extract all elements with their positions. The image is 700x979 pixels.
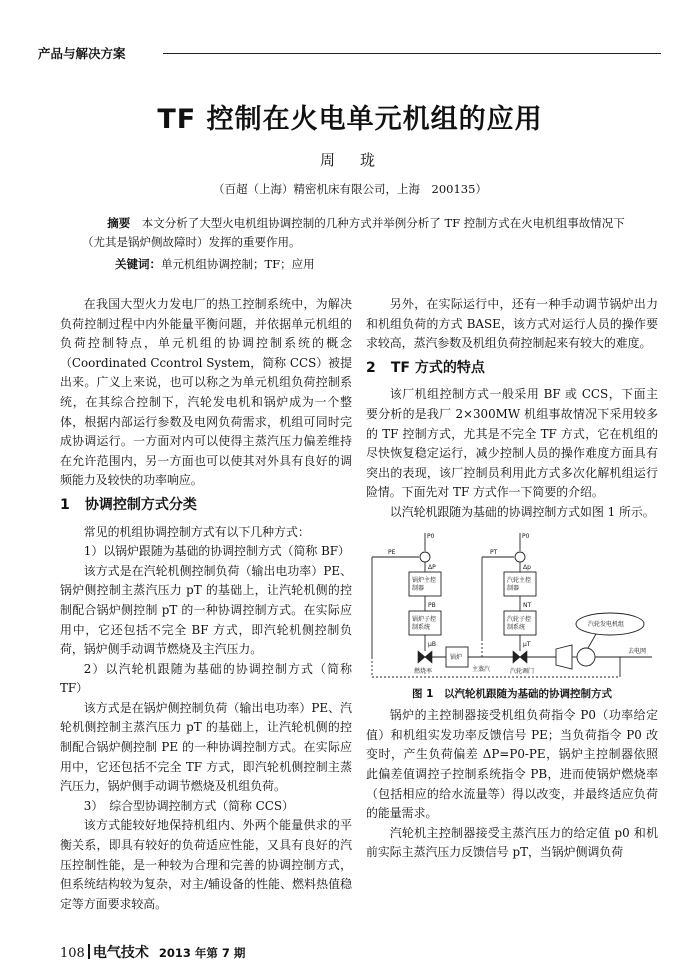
journal-name: 电气技术 (92, 945, 149, 961)
boiler-sub-box (409, 611, 441, 635)
box-turbine-sub-text: 汽轮子控制系统 (507, 615, 532, 631)
paragraph: 该方式是在锅炉侧控制负荷（输出电功率）PE、汽轮机侧控制主蒸汽压力 pT 的基础上，让汽轮机侧的控制配合锅炉侧控制 PE 的一种协调控制方式。在实际应用中，它还包括不完全 TF 方式，即汽轮机侧控制主蒸汽压力，锅炉侧手动调节燃烧及机组负荷。 (60, 700, 352, 794)
footer (60, 942, 245, 962)
turbine-valve (513, 651, 527, 663)
sum-junction-left (420, 552, 430, 562)
section-title: 协调控制方式分类 (84, 496, 197, 513)
box-boiler-sub-text: 锅炉子控制系统 (412, 615, 437, 631)
callout-pointer (588, 634, 596, 648)
boiler-master-box (409, 572, 441, 596)
label-fuel-valve: 燃烧率 (414, 667, 433, 675)
label-dp: ΔP (428, 563, 436, 571)
turbine-master-box (504, 572, 536, 596)
label-turbine-valve: 汽轮调门 (510, 667, 535, 675)
label-p0-right: P0 (522, 532, 530, 540)
affiliation: （百超（上海）精密机床有限公司，上海 200135） (213, 182, 487, 196)
paragraph: 另外，在实际运行中，还有一种手动调节锅炉出力和机组负荷的方式 BASE，该方式对运行人员的操作要求较高，蒸汽参数及机组负荷控制起来有较大的难度。 (366, 297, 658, 351)
issue: 2013 年第 7 期 (158, 946, 246, 960)
list-item: 2）以汽轮机跟随为基础的协调控制方式（简称 TF） (60, 661, 352, 696)
page-number: 108 (60, 946, 85, 961)
right-column (366, 295, 658, 863)
paragraph: 以汽轮机跟随为基础的协调控制方式如图 1 所示。 (389, 504, 655, 519)
label-mub: μB (428, 640, 436, 648)
abstract-text: 本文分析了大型火电机组协调控制的几种方式并举例分析了 TF 控制方式在火电机组事故情况下（尤其是锅炉侧故障时）发挥的重要作用。 (82, 216, 625, 249)
control-diagram (360, 529, 660, 679)
author: 周 珑 (319, 151, 380, 169)
keywords-text: 单元机组协调控制；TF；应用 (161, 257, 315, 271)
paragraph: 汽轮机主控制器接受主蒸汽压力的给定值 p0 和机前实际主蒸汽压力反馈信号 pT，当锅炉侧调负荷 (366, 825, 658, 860)
section-number: 1 (60, 496, 70, 513)
label-p0-left: P0 (427, 532, 435, 540)
left-column (60, 295, 352, 914)
generator-circle (577, 648, 595, 666)
figure-caption: 图 1 以汽轮机跟随为基础的协调控制方式 (412, 687, 612, 700)
paragraph: 锅炉的主控制器接受机组负荷指令 P0（功率给定值）和机组实发功率反馈信号 PE；当负荷指令 P0 改变时，产生负荷偏差 ΔP=P0-PE，锅炉主控制器依照此偏差值调控子控制系统指令 PB，进而使锅炉燃烧率（包括相应的给水流量等）得以改变，并最终适应负荷的能量需求。 (366, 708, 658, 821)
article-title: TF 控制在火电单元机组的应用 (157, 104, 543, 135)
footer-divider (88, 944, 90, 959)
list-item: 1）以锅炉跟随为基础的协调控制方式（简称 BF） (83, 544, 350, 559)
sum-junction-right (515, 552, 525, 562)
paragraph: 在我国大型火力发电厂的热工控制系统中，为解决负荷控制过程中内外能量平衡问题，并依据单元机组的负荷控制特点，单元机组的协调控制系统的概念（Coordinated Ccontrol System，简称 CCS）被提出来。广义上来说，也可以称之为单元机组负荷控制系统，在其综合控制下，汽轮发电机和锅炉成为一个整体，根据内部运行参数及电网负荷需求，机组可同时完成协调运行。一方面对内可以使得主蒸汽压力偏差维持在允许范围内，另一方面也可以使其对外具有良好的调频能力及较快的功率响应。 (60, 297, 352, 488)
label-pt: PT (490, 548, 498, 556)
label-pe: PE (388, 548, 396, 556)
section-heading-2 (366, 359, 658, 379)
label-main-steam: 主蒸汽 (472, 665, 491, 673)
section-number: 2 (366, 359, 376, 376)
label-grid: 去电网 (628, 647, 647, 655)
paragraph: 该方式是在汽轮机侧控制负荷（输出电功率）PE、锅炉侧控制主蒸汽压力 pT 的基础上，让汽轮机侧的控制配合锅炉侧控制 pT 的一种协调控制方式。在实际应用中，它还包括不完全 BF 方式，即汽轮机侧控制负荷，锅炉侧手动调节燃烧及主汽压力。 (60, 563, 352, 657)
box-boiler-text: 锅炉 (450, 653, 463, 661)
label-mut: μT (523, 640, 531, 648)
abstract (82, 214, 630, 252)
paragraph: 常见的机组协调控制方式有以下几种方式： (83, 524, 310, 539)
figure-1 (366, 529, 658, 679)
label-generator: 汽轮发电机组 (588, 620, 625, 628)
section-label: 产品与解决方案 (38, 46, 126, 61)
turbine-shape (556, 645, 572, 669)
label-dp2: Δp (523, 563, 531, 571)
label-pb: PB (428, 601, 436, 609)
abstract-label: 摘要 (107, 216, 131, 230)
box-turbine-master-text: 汽轮主控制器 (507, 576, 532, 592)
fuel-valve (418, 651, 432, 663)
box-boiler-master-text: 锅炉主控制器 (412, 576, 437, 592)
keywords (115, 256, 315, 272)
paragraph: 该方式能较好地保持机组内、外两个能量供求的平衡关系，即具有较好的负荷适应性能，又具有良好的汽压控制性能，是一种较为合理和完善的协调控制方式，但系统结构较为复杂，对主/辅设备的性能、燃料热值稳定等方面要求较高。 (60, 818, 352, 911)
label-nt: NT (523, 601, 532, 609)
turbine-sub-box (504, 611, 536, 635)
header-rule (163, 53, 661, 54)
section-heading-1 (60, 496, 352, 516)
keywords-label: 关键词： (115, 257, 161, 271)
list-item: 3） 综合型协调控制方式（简称 CCS） (83, 798, 294, 813)
paragraph: 该厂机组控制方式一般采用 BF 或 CCS，下面主要分析的是我厂 2×300MW 机组事故情况下采用较多的 TF 控制方式，尤其是不完全 TF 方式，它在机组的尽快恢复稳定运行，减少控制人员的操作难度方面具有突出的表现，该厂控制员利用此方式多次化解机组运行险情。下面先对 TF 方式作一下简要的介绍。 (366, 387, 658, 500)
section-title: TF 方式的特点 (390, 359, 485, 376)
